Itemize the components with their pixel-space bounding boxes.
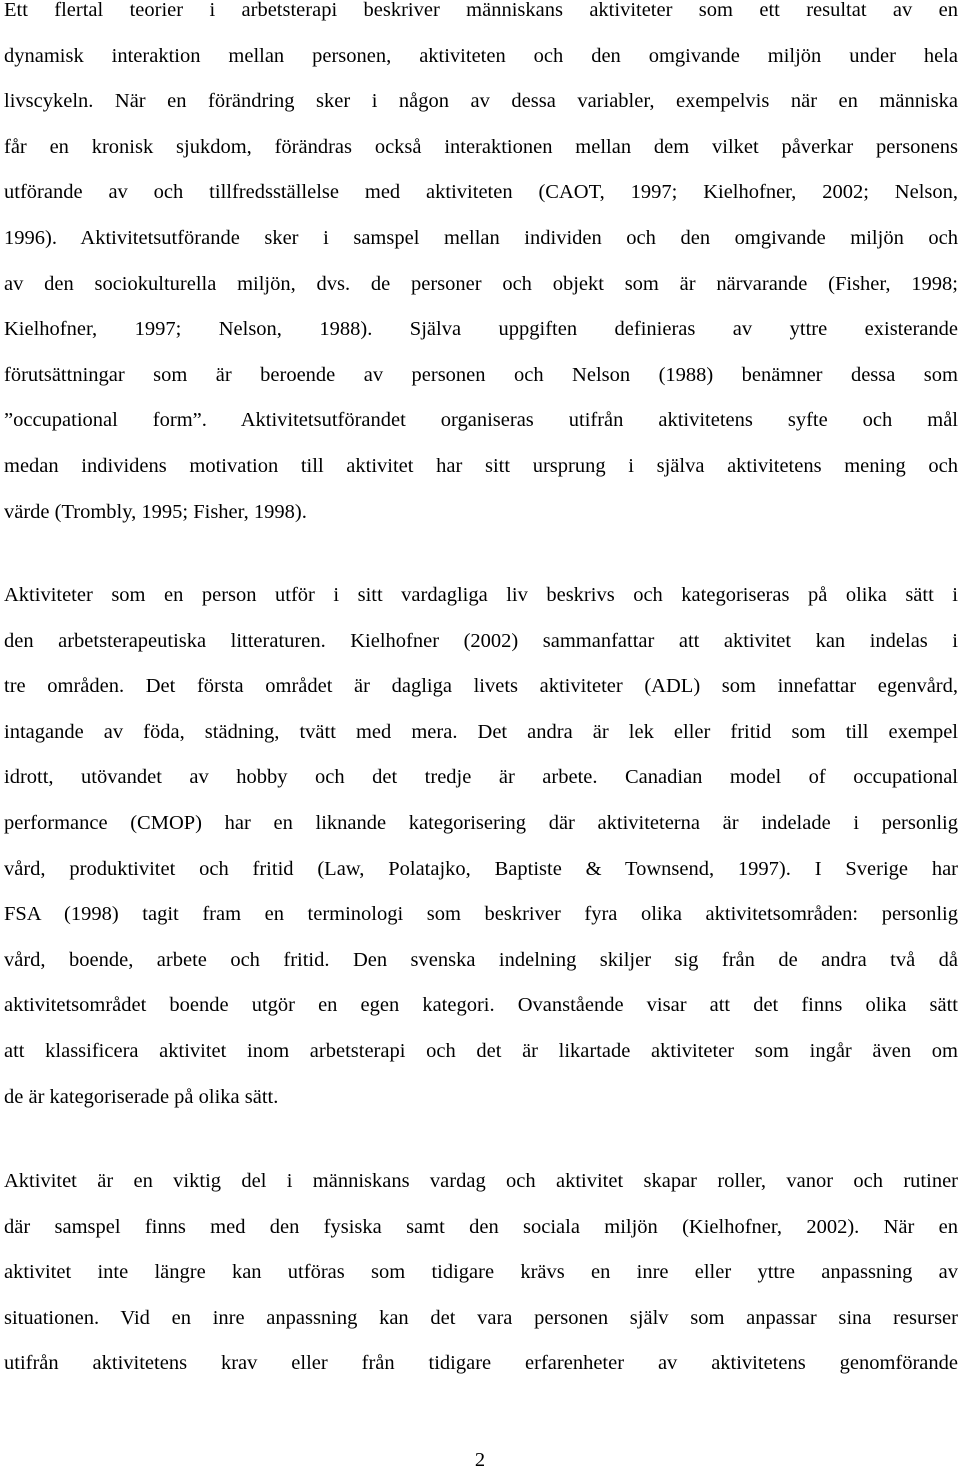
text-line: aktivitet inte längre kan utföras som tidigare krävs en inre eller yttre anpassning av [4, 1261, 958, 1284]
text-line: att klassificera aktivitet inom arbetsterapi och det är likartade aktiviteter som ingår även om [4, 1039, 958, 1062]
text-line: medan individens motivation till aktivitet har sitt ursprung i själva aktivitetens mening och [4, 454, 958, 477]
text-line: av den sociokulturella miljön, dvs. de personer och objekt som är närvarande (Fisher, 1998; [4, 272, 958, 295]
text-line: utförande av och tillfredsställelse med aktiviteten (CAOT, 1997; Kielhofner, 2002; Nelson, [4, 181, 958, 204]
text-line: ”occupational form”. Aktivitetsutförandet organiseras utifrån aktivitetens syfte och mål [4, 409, 958, 432]
text-line: dynamisk interaktion mellan personen, aktiviteten och den omgivande miljön under hela [4, 44, 958, 67]
text-line: där samspel finns med den fysiska samt den sociala miljön (Kielhofner, 2002). När en [4, 1215, 958, 1238]
text-line: Kielhofner, 1997; Nelson, 1988). Själva uppgiften definieras av yttre existerande [4, 318, 958, 341]
text-line: vård, produktivitet och fritid (Law, Polatajko, Baptiste & Townsend, 1997). I Sverige har [4, 857, 958, 880]
text-line: idrott, utövandet av hobby och det tredje är arbete. Canadian model of occupational [4, 766, 958, 789]
text-line: intagande av föda, städning, tvätt med mera. Det andra är lek eller fritid som till exempel [4, 720, 958, 743]
text-line: 1996). Aktivitetsutförande sker i samspel mellan individen och den omgivande miljön och [4, 226, 958, 249]
text-line: de är kategoriserade på olika sätt. [4, 1085, 279, 1108]
text-line: förutsättningar som är beroende av personen och Nelson (1988) benämner dessa som [4, 363, 958, 386]
text-line: aktivitetsområdet boende utgör en egen kategori. Ovanstående visar att det finns olika sätt [4, 994, 958, 1017]
text-line: utifrån aktivitetens krav eller från tidigare erfarenheter av aktivitetens genomförande [4, 1352, 958, 1375]
text-line: performance (CMOP) har en liknande kategorisering där aktiviteterna är indelade i personlig [4, 811, 958, 834]
text-line: situationen. Vid en inre anpassning kan det vara personen själv som anpassar sina resurser [4, 1306, 958, 1329]
paragraph-activity-roles [4, 1159, 958, 1387]
text-line: FSA (1998) tagit fram en terminologi som beskriver fyra olika aktivitetsområden: personlig [4, 903, 958, 926]
text-line: Ett flertal teorier i arbetsterapi beskriver människans aktiviteter som ett resultat av en [4, 0, 958, 21]
page-number: 2 [474, 1449, 486, 1471]
text-line: får en kronisk sjukdom, förändras också interaktionen mellan dem vilket påverkar personens [4, 135, 958, 158]
paragraph-activity-categories [4, 573, 958, 1120]
text-line: tre områden. Det första området är dagliga livets aktiviteter (ADL) som innefattar egenvård, [4, 675, 958, 698]
text-line: livscykeln. När en förändring sker i någon av dessa variabler, exempelvis när en människa [4, 90, 958, 113]
text-line: Aktivitet är en viktig del i människans vardag och aktivitet skapar roller, vanor och rutiner [4, 1170, 958, 1192]
paragraph-occupational-interaction [4, 0, 958, 535]
text-line: vård, boende, arbete och fritid. Den svenska indelning skiljer sig från de andra två då [4, 948, 958, 971]
text-line: den arbetsterapeutiska litteraturen. Kielhofner (2002) sammanfattar att aktivitet kan indelas i [4, 629, 958, 652]
text-line: Aktiviteter som en person utför i sitt vardagliga liv beskrivs och kategoriseras på olika sätt i [4, 584, 958, 606]
text-line: värde (Trombly, 1995; Fisher, 1998). [4, 500, 307, 523]
